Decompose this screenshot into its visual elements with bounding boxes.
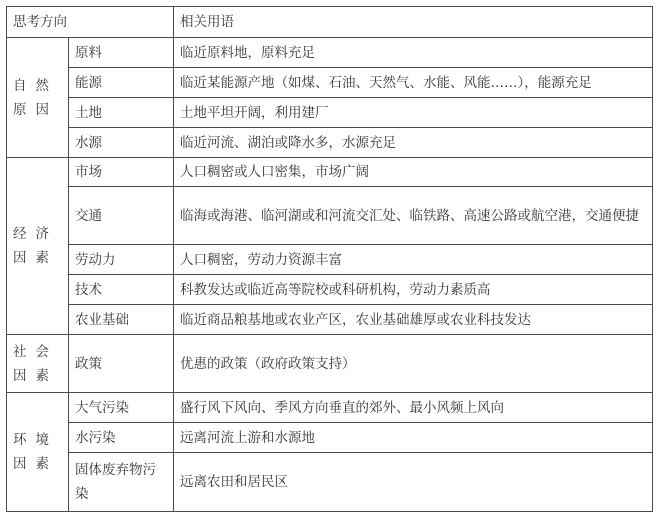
factor-cell: 固体废弃物污染 — [69, 453, 174, 512]
description-cell: 人口稠密，劳动力资源丰富 — [174, 245, 653, 275]
factor-cell: 交通 — [69, 187, 174, 245]
factor-cell: 大气污染 — [69, 393, 174, 423]
category-social: 社会因素 — [7, 335, 69, 393]
table-row — [7, 98, 653, 128]
factor-cell: 水源 — [69, 128, 174, 158]
table-row — [7, 423, 653, 453]
factor-cell: 能源 — [69, 68, 174, 98]
table-row — [7, 128, 653, 158]
category-natural: 自然原因 — [7, 38, 69, 158]
description-cell: 人口稠密或人口密集，市场广阔 — [174, 158, 653, 187]
description-cell: 临近商品粮基地或农业产区，农业基础雄厚或农业科技发达 — [174, 305, 653, 335]
table-row — [7, 335, 653, 393]
table-row — [7, 305, 653, 335]
table-row — [7, 453, 653, 512]
description-cell: 盛行风下风向、季风方向垂直的郊外、最小风频上风向 — [174, 393, 653, 423]
description-cell: 远离农田和居民区 — [174, 453, 653, 512]
description-cell: 远离河流上游和水源地 — [174, 423, 653, 453]
factor-cell: 技术 — [69, 275, 174, 305]
factor-cell: 原料 — [69, 38, 174, 68]
factor-cell: 市场 — [69, 158, 174, 187]
description-cell: 临近某能源产地（如煤、石油、天然气、水能、风能……），能源充足 — [174, 68, 653, 98]
table-row — [7, 68, 653, 98]
header-direction: 思考方向 — [7, 7, 174, 38]
description-cell: 科教发达或临近高等院校或科研机构，劳动力素质高 — [174, 275, 653, 305]
table-row — [7, 393, 653, 423]
category-environmental: 环境因素 — [7, 393, 69, 512]
description-cell: 临海或海港、临河湖或和河流交汇处、临铁路、高速公路或航空港，交通便捷 — [174, 187, 653, 245]
description-cell: 临近原料地，原料充足 — [174, 38, 653, 68]
location-factors-table — [6, 6, 653, 512]
factor-cell: 政策 — [69, 335, 174, 393]
table-row — [7, 38, 653, 68]
description-cell: 优惠的政策（政府政策支持） — [174, 335, 653, 393]
description-cell: 土地平坦开阔，利用建厂 — [174, 98, 653, 128]
category-economic: 经济因素 — [7, 158, 69, 335]
table-row — [7, 158, 653, 187]
table-row — [7, 187, 653, 245]
description-cell: 临近河流、湖泊或降水多，水源充足 — [174, 128, 653, 158]
factor-cell: 水污染 — [69, 423, 174, 453]
header-row — [7, 7, 653, 38]
factor-cell: 农业基础 — [69, 305, 174, 335]
table-row — [7, 275, 653, 305]
table-row — [7, 245, 653, 275]
factor-cell: 劳动力 — [69, 245, 174, 275]
factor-cell: 土地 — [69, 98, 174, 128]
header-terms: 相关用语 — [174, 7, 653, 38]
